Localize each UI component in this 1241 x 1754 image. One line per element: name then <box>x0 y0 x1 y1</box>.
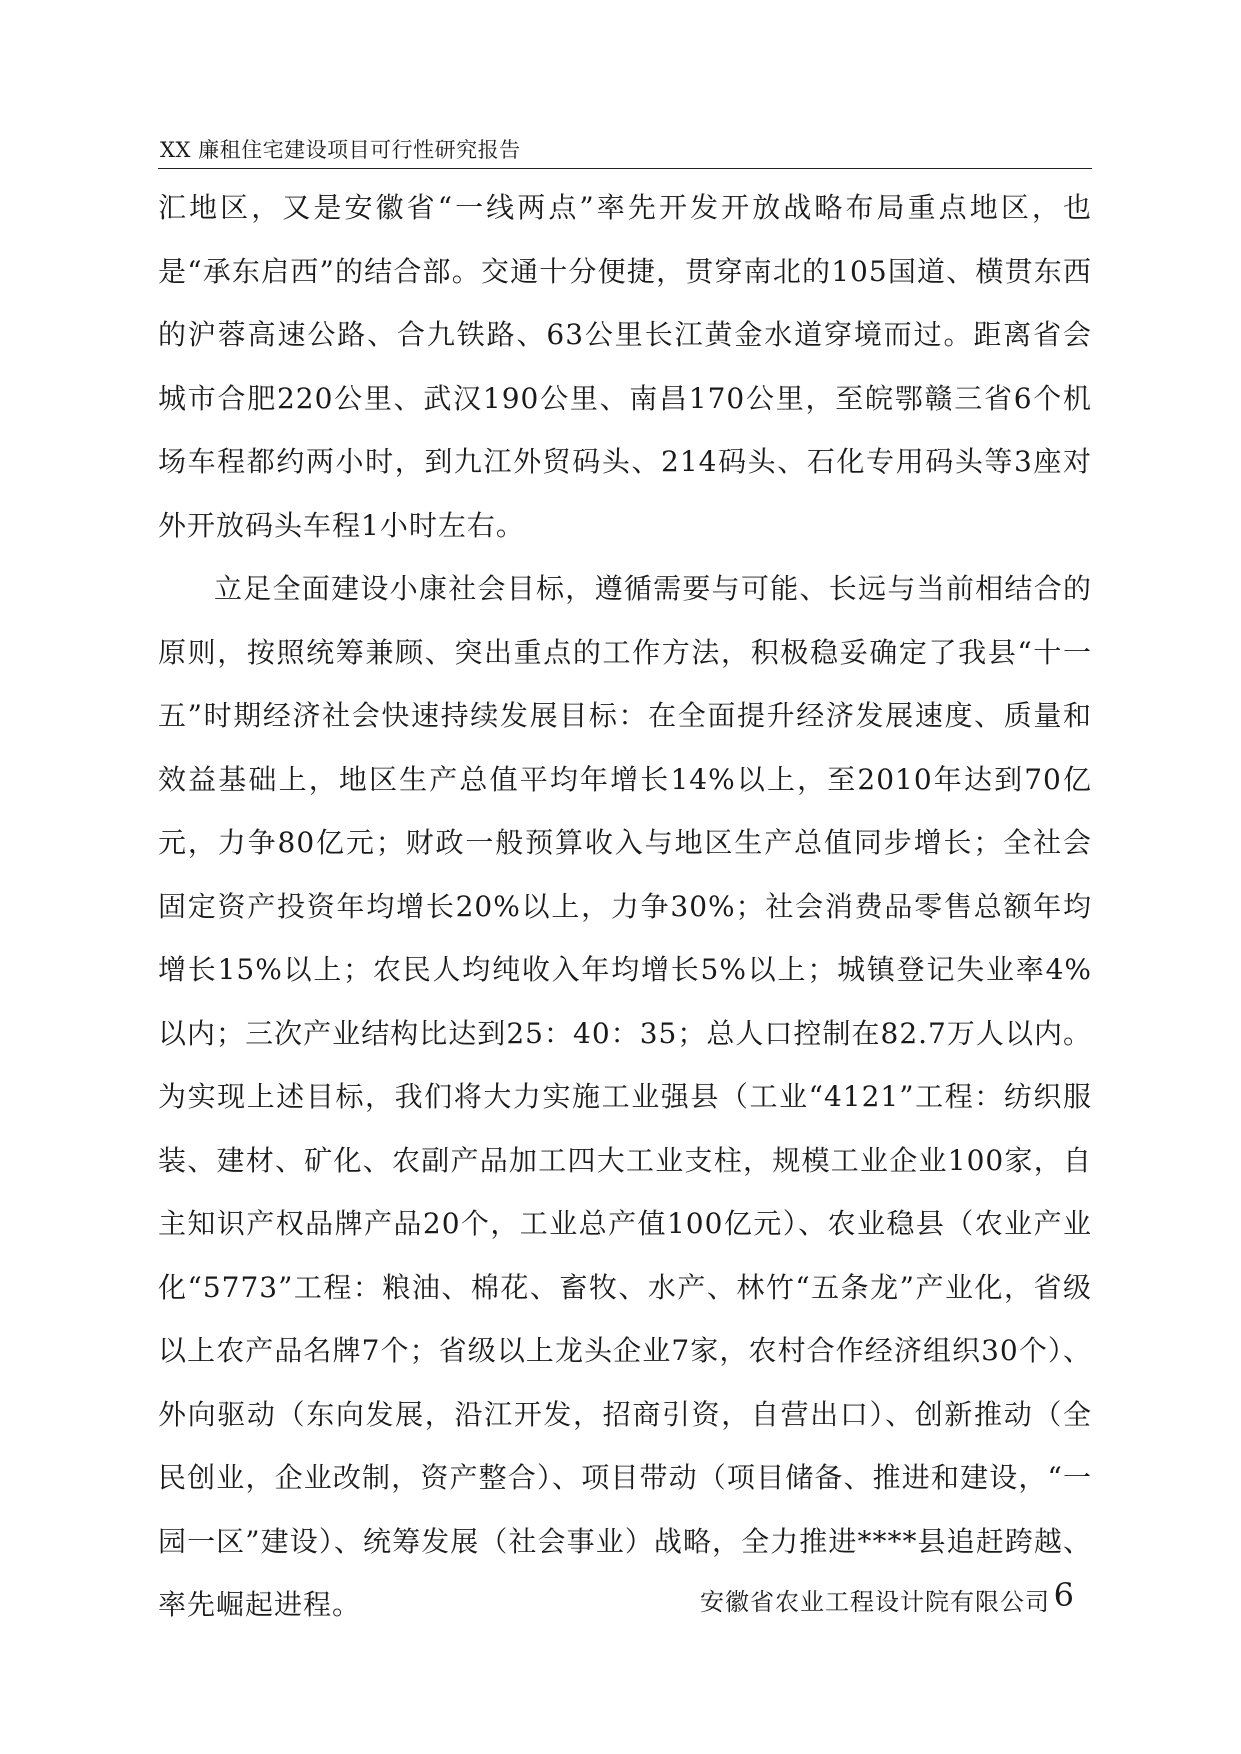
page-header <box>158 128 1092 169</box>
paragraph-continued: 汇地区，又是安徽省“一线两点”率先开发开放战略布局重点地区，也是“承东启西”的结合部。交通十分便捷，贯穿南北的105国道、横贯东西的沪蓉高速公路、合九铁路、63公里长江黄金水道穿境而过。距离省会城市合肥220公里、武汉190公里、南昌170公里，至皖鄂赣三省6个机场车程都约两小时，到九江外贸码头、214码头、石化专用码头等3座对外开放码头车程1小时左右。 <box>158 191 1092 542</box>
paragraph-development-goals: 立足全面建设小康社会目标，遵循需要与可能、长远与当前相结合的原则，按照统筹兼顾、突出重点的工作方法，积极稳妥确定了我县“十一五”时期经济社会快速持续发展目标：在全面提升经济发展速度、质量和效益基础上，地区生产总值平均年增长14%以上，至2010年达到70亿元，力争80亿元；财政一般预算收入与地区生产总值同步增长；全社会固定资产投资年均增长20%以上，力争30%；社会消费品零售总额年均增长15%以上；农民人均纯收入年均增长5%以上；城镇登记失业率4%以内；三次产业结构比达到25：40：35；总人口控制在82.7万人以内。为实现上述目标，我们将大力实施工业强县（工业“4121”工程：纺织服装、建材、矿化、农副产品加工四大工业支柱，规模工业企业100家，自主知识产权品牌产品20个，工业总产值100亿元）、农业稳县（农业产业化“5773”工程：粮油、棉花、畜牧、水产、林竹“五条龙”产业化，省级以上农产品名牌7个；省级以上龙头企业7家，农村合作经济组织30个）、外向驱动（东向发展，沿江开发，招商引资，自营出口）、创新推动（全民创业，企业改制，资产整合）、项目带动（项目储备、推进和建设，“一园一区”建设）、统筹发展（社会事业）战略，全力推进****县追赶跨越、率先崛起进程。 <box>158 572 1092 1621</box>
page-number: 6 <box>1053 1576 1074 1614</box>
document-body <box>158 176 1092 1637</box>
page-footer <box>700 1578 1092 1618</box>
footer-company-name: 安徽省农业工程设计院有限公司 <box>700 1588 1050 1616</box>
document-title: XX 廉租住宅建设项目可行性研究报告 <box>160 138 521 162</box>
